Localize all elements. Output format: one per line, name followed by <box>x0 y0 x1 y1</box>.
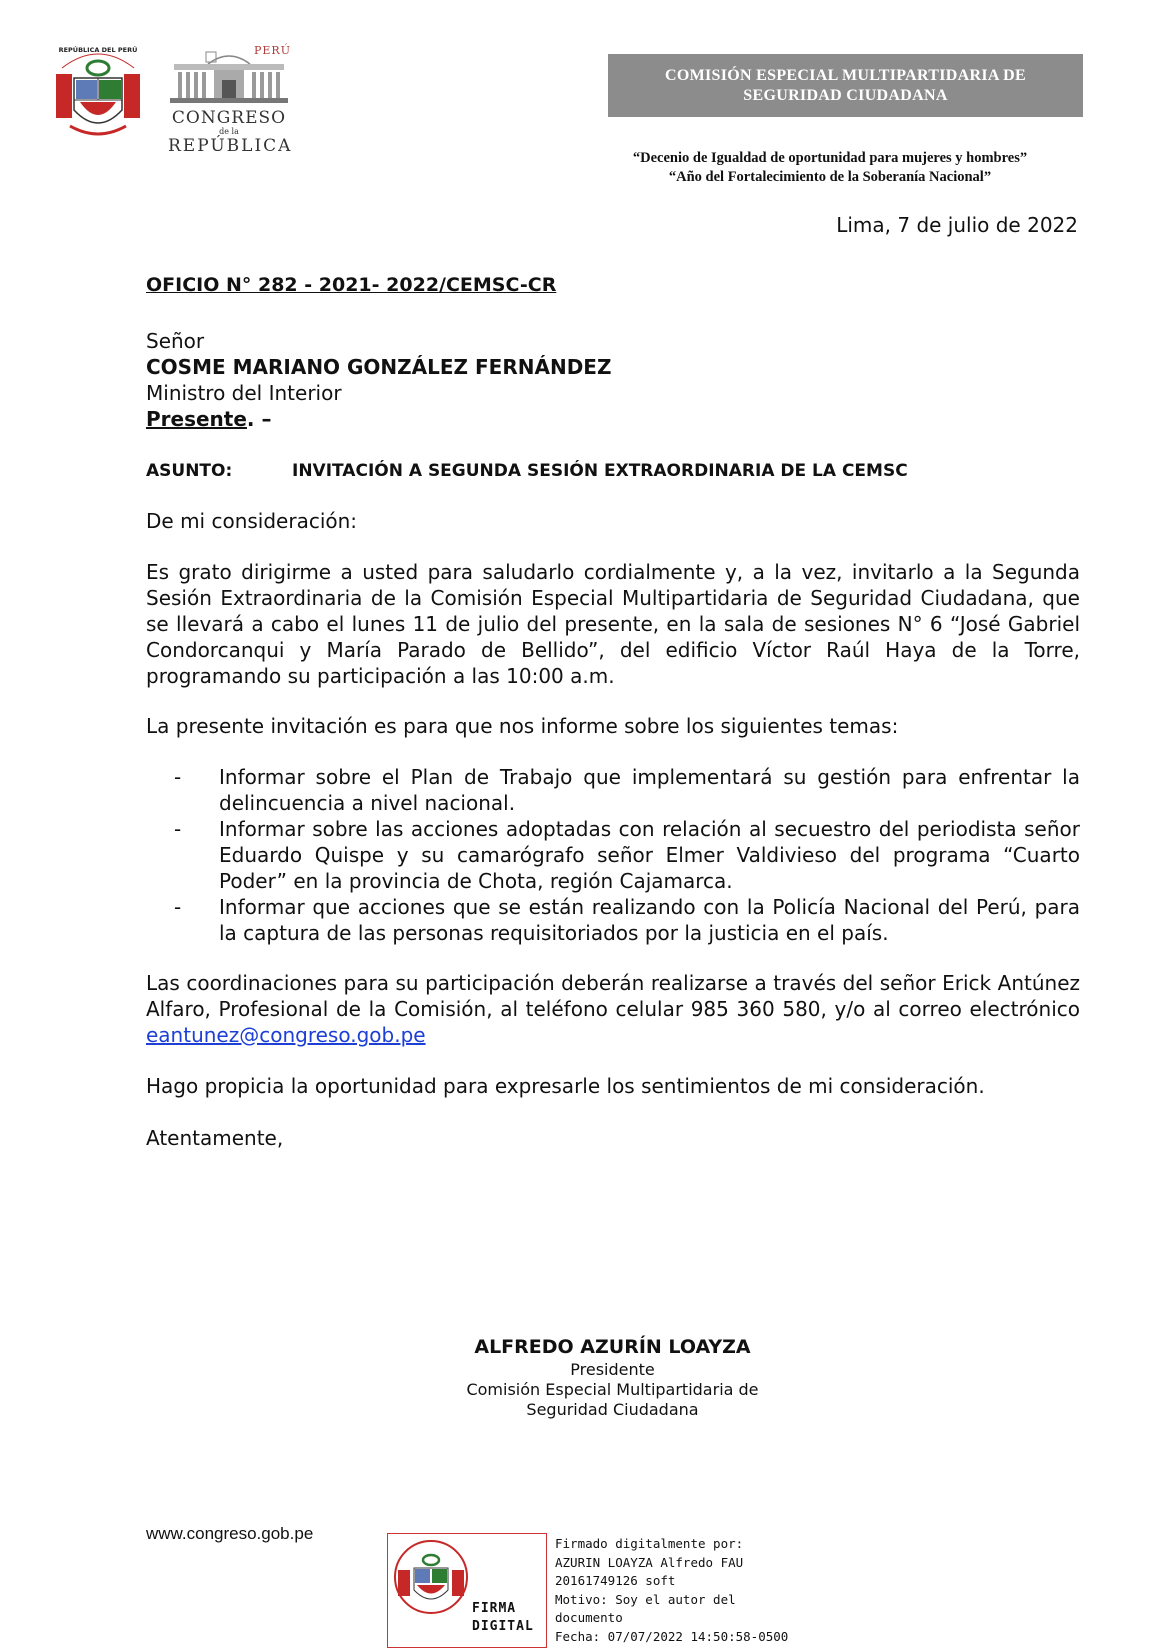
recipient-name: COSME MARIANO GONZÁLEZ FERNÁNDEZ <box>146 355 612 379</box>
congreso-logo <box>168 44 298 154</box>
topic-text: Informar que acciones que se están realizando con la Policía Nacional del Perú, para la captura de las personas requisitoriados por la justicia en el país. <box>219 895 1080 945</box>
signed-line: AZURIN LOAYZA Alfredo FAU <box>555 1554 744 1570</box>
paragraph-topics-intro: La presente invitación es para que nos informe sobre los siguientes temas: <box>146 714 899 738</box>
presente-label: Presente <box>146 407 247 431</box>
paragraph-invitation: Es grato dirigirme a usted para saludarlo cordialmente y, a la vez, invitarlo a la Segunda Sesión Extraordinaria de la Comisión Especial Multipartidaria de Seguridad Ciudadana, que se llevará a cabo el lunes 11 de julio del presente, en la sala de sesiones N° 6 “José Gabriel Condorcanqui y María Parado de Bellido”, del edificio Víctor Raúl Haya de la Torre, programando su participación a las 10:00 a.m. <box>146 560 1080 688</box>
email-link[interactable]: eantunez@congreso.gob.pe <box>146 1023 426 1047</box>
signed-line: 20161749126 soft <box>555 1573 676 1588</box>
list-dash: - <box>174 765 182 789</box>
signed-line: documento <box>555 1610 623 1625</box>
website-link[interactable]: www.congreso.gob.pe <box>146 1524 314 1543</box>
peru-coat-of-arms-logo <box>52 38 144 146</box>
list-item <box>146 894 1080 946</box>
topics-list <box>146 764 1080 946</box>
commission-line-2: SEGURIDAD CIUDADANA <box>743 86 948 104</box>
decenio-line-2: “Año del Fortalecimiento de la Soberanía Nacional” <box>668 169 992 185</box>
recipient-title: Ministro del Interior <box>146 381 342 405</box>
list-item <box>146 764 1080 816</box>
congress-word-congreso: CONGRESO <box>171 108 287 128</box>
topic-text: Informar sobre el Plan de Trabajo que implementará su gestión para enfrentar la delincuencia a nivel nacional. <box>219 765 1080 815</box>
signed-line: Fecha: 07/07/2022 14:50:58-0500 <box>555 1628 789 1644</box>
peru-seal-icon <box>392 1538 470 1616</box>
paragraph-regards: Hago propicia la oportunidad para expresarle los sentimientos de mi consideración. <box>146 1074 985 1098</box>
commission-line-1: COMISIÓN ESPECIAL MULTIPARTIDARIA DE <box>665 66 1026 84</box>
firma-label-line-1: FIRMA <box>472 1601 517 1616</box>
oficio-number: OFICIO N° 282 - 2021- 2022/CEMSC-CR <box>146 274 557 296</box>
closing: Atentamente, <box>146 1126 284 1150</box>
signer-role: Presidente <box>570 1360 655 1379</box>
firma-digital-label <box>472 1600 534 1636</box>
congress-word-republica: REPÚBLICA <box>168 136 293 156</box>
congress-word-dela: de la <box>219 127 239 136</box>
asunto-text: INVITACIÓN A SEGUNDA SESIÓN EXTRAORDINARIA DE LA CEMSC <box>292 461 908 481</box>
decenio-motto <box>580 149 1080 187</box>
paragraph-coordination <box>146 970 1080 1048</box>
signature-block <box>440 1334 785 1420</box>
firma-label-line-2: DIGITAL <box>472 1619 534 1634</box>
signer-name: ALFREDO AZURÍN LOAYZA <box>474 1336 751 1358</box>
list-item <box>146 816 1080 894</box>
asunto-label: ASUNTO: <box>146 461 233 481</box>
salutation: Señor <box>146 329 205 353</box>
greeting: De mi consideración: <box>146 509 358 533</box>
topic-text: Informar sobre las acciones adoptadas con relación al secuestro del periodista señor Eduardo Quispe y su camarógrafo señor Elmer Valdivieso del programa “Cuarto Poder” en la provincia de Chota, región Cajamarca. <box>219 817 1080 893</box>
signer-org-line-2: Seguridad Ciudadana <box>526 1400 699 1419</box>
commission-header-box <box>608 54 1083 117</box>
digital-signature-info <box>555 1535 788 1646</box>
presente-suffix: . – <box>246 407 272 431</box>
coordination-text: Las coordinaciones para su participación deberán realizarse a través del señor Erick Antúnez Alfaro, Profesional de la Comisión, al teléfono celular 985 360 580, y/o al correo electrónico <box>146 971 1080 1021</box>
signer-org-line-1: Comisión Especial Multipartidaria de <box>466 1380 759 1399</box>
signed-line: Firmado digitalmente por: <box>555 1536 744 1551</box>
recipient-block <box>146 328 611 432</box>
list-dash: - <box>174 817 182 841</box>
decenio-line-1: “Decenio de Igualdad de oportunidad para mujeres y hombres” <box>632 150 1028 166</box>
congress-peru-label: PERÚ <box>254 44 291 57</box>
svg-text:REPÚBLICA DEL PERÚ: REPÚBLICA DEL PERÚ <box>58 46 138 54</box>
letter-date: Lima, 7 de julio de 2022 <box>836 213 1078 237</box>
signed-line: Motivo: Soy el autor del <box>555 1591 736 1607</box>
digital-signature-seal <box>387 1533 547 1648</box>
list-dash: - <box>174 895 182 919</box>
congress-building-icon <box>168 50 290 106</box>
